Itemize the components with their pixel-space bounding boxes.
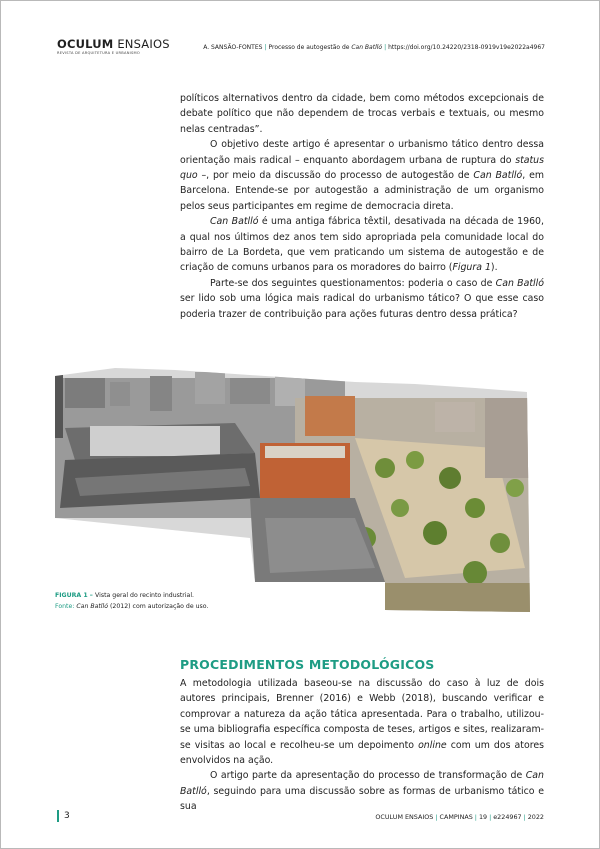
text-run: ser lido sob uma lógica mais radical do urbanismo tático? O que esse caso poderia trazer de contribuição para ações futuras dentro dessa prática? — [180, 293, 544, 320]
body-text-bottom — [180, 676, 544, 815]
section-heading: PROCEDIMENTOS METODOLÓGICOS — [180, 657, 435, 672]
text-run: , em Barcelona. Entende-se por autogestão a administração de um organismo pelos seus participantes em regime de democracia direta. — [180, 170, 544, 212]
italic-run: Figura 1 — [452, 262, 491, 274]
italic-run: status quo — [180, 154, 544, 182]
text-run: políticos alternativos dentro da cidade, bem como métodos excepcionais de debate político que não dependem de trocas verbais e textuais, ou mesmo nelas centradas”. — [180, 93, 544, 135]
running-head-title-prefix: Processo de autogestão de — [268, 44, 352, 51]
separator: | — [264, 44, 267, 51]
running-head-doi[interactable]: https://doi.org/10.24220/2318-0919v19e2022a4967 — [388, 44, 545, 51]
figure-1 — [55, 368, 530, 612]
paragraph — [180, 137, 544, 214]
footer-city: CAMPINAS — [439, 813, 473, 821]
separator: | — [435, 813, 438, 821]
italic-run: Can Batlló — [495, 277, 544, 289]
footer-info — [375, 813, 544, 821]
page-number: 3 — [57, 810, 70, 822]
figure-label: FIGURA 1 – — [55, 592, 96, 599]
logo-bold-text: OCULUM — [57, 37, 114, 51]
footer-article: e224967 — [493, 813, 522, 821]
logo-light-text: ENSAIOS — [117, 37, 170, 51]
text-run: –, por meio da discussão do processo de autogestão de — [197, 170, 474, 182]
running-head-author: A. SANSÃO-FONTES — [203, 44, 263, 51]
figure-caption — [55, 590, 255, 612]
separator: | — [523, 813, 526, 821]
text-run: Parte-se dos seguintes questionamentos: poderia o caso de — [210, 277, 496, 289]
separator: | — [384, 44, 387, 51]
paragraph — [180, 768, 544, 814]
footer-journal: OCULUM ENSAIOS — [375, 813, 434, 821]
paragraph — [180, 214, 544, 276]
body-text-top — [180, 91, 544, 322]
text-run: é uma antiga fábrica têxtil, desativada na década de 1960, a qual nos últimos dez anos tem sido apropriada pela comunidade local do bairro de La Bordeta, que vem praticando um sistema de autogestão e de criação de comuns urbanos para os moradores do bairro ( — [180, 216, 545, 274]
journal-logo — [57, 38, 170, 55]
running-head — [203, 44, 545, 51]
footer-volume: 19 — [478, 813, 488, 821]
paragraph — [180, 276, 544, 322]
logo-subtitle: REVISTA DE ARQUITETURA E URBANISMO — [57, 51, 140, 55]
italic-run: Can Batlló — [473, 170, 523, 182]
text-run: ). — [490, 262, 498, 274]
italic-run: online — [418, 739, 447, 751]
text-run: , seguindo para uma discussão sobre as formas de urbanismo tático e sua — [180, 785, 544, 813]
figure-source-rest: (2012) com autorização de uso. — [108, 603, 209, 610]
aerial-photo — [55, 368, 530, 612]
paragraph — [180, 676, 544, 768]
separator: | — [474, 813, 477, 821]
page-header — [57, 38, 545, 60]
figure-source-italic: Can Batlló — [76, 603, 109, 610]
figure-source-label: Fonte: — [55, 603, 77, 610]
italic-run: Can Batlló — [210, 216, 259, 228]
text-run: A metodologia utilizada baseou-se na discussão do caso à luz de dois autores principais, Brenner (2016) e Webb (2018), buscando verificar e comprovar a natureza da ação tática apresentada. Para o trabalho, utilizou-se uma bibliografia específica composta de teses, artigos e sites, realizaram-se visitas ao local e recolheu-se um depoimento — [180, 678, 544, 751]
italic-run: Can Batlló — [180, 770, 544, 797]
running-head-title-italic: Can Batlló — [351, 44, 383, 51]
footer-year: 2022 — [527, 813, 544, 821]
text-run: O objetivo deste artigo é apresentar o urbanismo tático dentro dessa orientação mais radical – enquanto abordagem urbana de ruptura do — [180, 139, 544, 166]
running-head-title — [268, 44, 382, 51]
text-run: O artigo parte da apresentação do processo de transformação de — [210, 770, 526, 782]
separator: | — [489, 813, 492, 821]
figure-caption-text: Vista geral do recinto industrial. — [95, 592, 195, 599]
paragraph — [180, 91, 544, 137]
text-run: com um dos atores envolvidos na ação. — [180, 739, 545, 767]
